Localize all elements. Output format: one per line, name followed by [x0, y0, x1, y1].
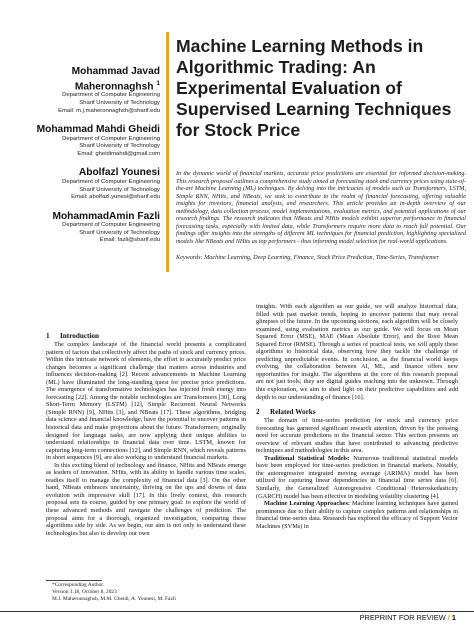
right-column [256, 303, 458, 530]
author-email[interactable]: Email: gheidimahdi@gmail.com [77, 150, 160, 157]
author-block-3 [0, 167, 160, 201]
paragraph-lead: Machine Learning Approaches: [264, 500, 350, 508]
section-heading-related-works: 2 Related Works [256, 408, 316, 417]
author-university: Sharif University of Technology [79, 229, 160, 236]
author-email[interactable]: Email: fazli@sharif.edu [99, 237, 160, 244]
author-department: Department of Computer Engineering [62, 222, 160, 229]
author-block-4 [0, 211, 160, 245]
author-email[interactable]: Email: abolfazl.yunesi@sharif.edu [71, 194, 160, 201]
author-department: Department of Computer Engineering [62, 92, 160, 99]
author-university: Sharif University of Technology [79, 99, 160, 106]
footnote-rule [46, 580, 102, 581]
author-name: Mohammad Mahdi Gheidi [36, 124, 160, 136]
author-department: Department of Computer Engineering [62, 178, 160, 185]
author-name: Abolfazl Younesi [78, 167, 160, 179]
section-heading-introduction: 1 Introduction [46, 332, 100, 340]
author-university: Sharif University of Technology [79, 143, 160, 150]
author-department: Department of Computer Engineering [62, 135, 160, 142]
paragraph: Traditional Statistical Models: Numerous traditional statistical models have been employed for time-series prediction in financial markets. Notably, the autoregressive integrated moving average (ARIMA) model has been utilized for capturing linear dependencies in financial time series data [6]. Similarly, the Generalized Autoregressive Conditional Heteroskedasticity (GARCH) model has been effective in modeling volatility clustering [4]. [256, 454, 458, 500]
author-university: Sharif University of Technology [79, 186, 160, 193]
paragraph: The domain of time-series prediction for stock and currency price forecasting has garnered significant research attention, driven by the pressing need for accurate predictions in the financial sector. This section presents an overview of relevant studies that have contributed to advancing predictive techniques and methodologies in this area. [256, 417, 458, 455]
keywords: Keywords: Machine Learning, Deep Learning, Finance, Stock Price Prediction, Time-Series, Transformer [176, 254, 439, 261]
paragraph: In this exciting blend of technology and finance, NHits and NBeats emerge as leaders of innovation. NHits, with its ability to handle various time scales, readies itself to manage the complexity of financial data [3]. On the other hand, NBeats embraces uncertainty, thriving on the ups and downs of data evolution with impressive skill [17]. In this lively context, this research proposal sets its course, guided by one primary goal: to explore the world of these advanced methods and navigate the challenges of prediction. The proposal aims for a thorough, organized investigation, comparing these algorithms side by side. As we begin, our aim is not only to understand these technologies but also to develop our own [46, 461, 246, 537]
page-footer [360, 613, 456, 622]
footnotes [46, 582, 246, 602]
paragraph: Machine Learning Approaches: Machine learning techniques have gained prominence due to their ability to capture complex patterns and relationships in financial time-series data. Research has explored the efficacy of Support Vector Machines (SVMs) in [256, 500, 458, 530]
paragraph: The complex landscape of the financial world presents a complicated pattern of factors that collectively affect the paths of stock and currency prices. Within this intricate network of elements, the effort to accurately predict price changes becomes a significant challenge that matters across industries and influences decision-making [2]. Recent advancements in Machine Learning (ML) have illuminated the long-standing quest for precise price predictions. The emergence of transformative technologies has injected fresh energy into forecasting [22]. Among the notable technologies are Transformers [30], Long Short-Term Memory (LSTM) [12], Simple Recurrent Neural Networks (Simple RNN) [9], NHits [3], and NBeats [17]. These algorithms, bridging data science and financial knowledge, have the potential to uncover patterns in historical data and make projections about the future. Transformers, originally designed for language tasks, are now applying their unique abilities to understand relationships in financial data over time. LSTM, known for capturing long-term connections [12], and Simple RNN, which reveals patterns in short sequences [9], are also working to understand financial markets. [46, 341, 246, 462]
author-email[interactable]: Email: m.j.maheronnaghsh@sharif.edu [58, 107, 160, 114]
title-accent-bar [166, 32, 169, 272]
left-column [46, 331, 246, 537]
paragraph-lead: Traditional Statistical Models: [264, 454, 350, 462]
author-name: Mohammad Javad Maheronnaghsh $^1$ [71, 66, 160, 92]
authors-column [0, 66, 160, 254]
page-number: 1 [451, 613, 456, 622]
footer-rule [0, 611, 474, 612]
footnote-version: Version 1.18, October 8, 2023 [52, 588, 117, 595]
author-block-1 [0, 66, 160, 115]
footer-separator: / [447, 613, 450, 622]
author-name: MohammadAmin Fazli [52, 210, 160, 222]
author-block-2 [0, 124, 160, 158]
footnote-names: M.J. Maheronnaghsh, M.M. Gheidi, A. Younesi, M. Fazli [52, 595, 176, 602]
paper-title: Machine Learning Methods in Algorithmic Trading: An Experimental Evaluation of Supervised Learning Techniques for Stock Price [176, 36, 452, 140]
abstract: In the dynamic world of financial markets, accurate price predictions are essential for informed decision-making. This research proposal outlines a comprehensive study aimed at forecasting stock and currency prices using state-of-the-art Machine Learning (ML) techniques. By delving into the intricacies of models such as Transformers, LSTM, Simple RNN, NHits, and NBeats, we seek to contribute to the realm of financial forecasting, offering valuable insights for investors, financial analysts, and researchers. This article provides an in-depth overview of our methodology, data collection process, model implementations, evaluation metrics, and potential applications of our research findings. The research indicates that NBeats and NHits models exhibit superior performance in financial forecasting tasks, especially with limited data, while Transformers require more data to reach full potential. Our findings offer insights into the strengths of different ML techniques for financial prediction, highlighting specialized models like NBeats and NHits as top performers - thus informing model selection for real-world applications. [176, 170, 466, 245]
paragraph: insights. With each algorithm as our guide, we will analyze historical data, filled with past market trends, hoping to uncover patterns that may reveal glimpses of the future. In the upcoming sections, each algorithm will be closely examined, using evaluation metrics as our guide. We will focus on Mean Squared Error (MSE), MAE (Mean Absolute Error), and the Root Mean Squared Error (RMSE). Through a series of practical tests, we will apply these algorithms to historical data, observing how they tackle the challenge of predicting unpredictable events. In conclusion, as the financial world keeps evolving, the collaboration between AI, ML, and finance offers new opportunities for insight. The algorithms at the core of this research proposal are not just tools; they are digital guides reaching into the unknown. Through this exploration, we aim to shed light on their predictive capabilities and add depth to our understanding of finance [16]. [256, 303, 458, 401]
footer-label: PREPRINT FOR REVIEW [359, 613, 446, 622]
footnote-corresponding: *Corresponding Author. [52, 582, 105, 588]
